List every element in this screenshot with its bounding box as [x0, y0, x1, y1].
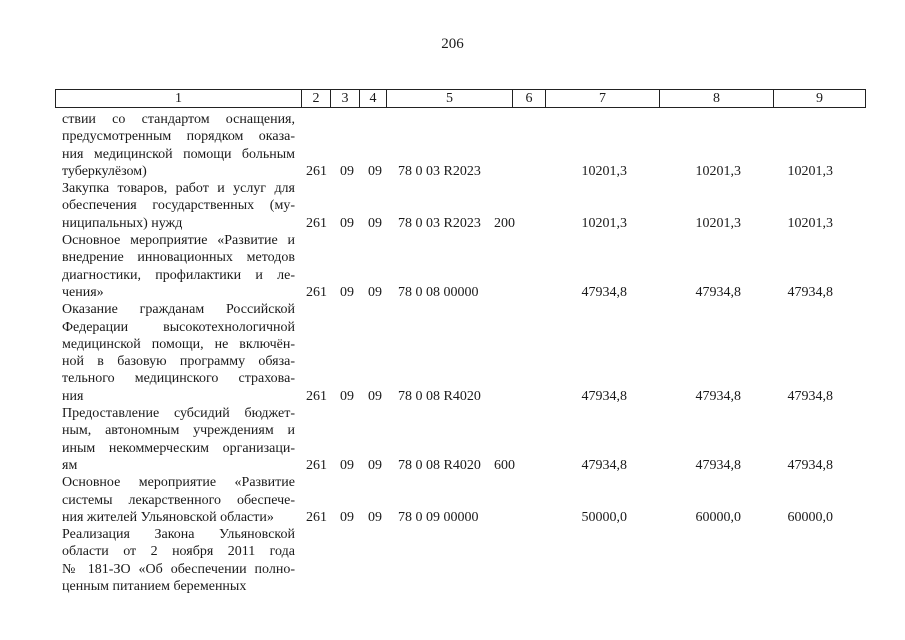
- description-line: обеспечения государственных (му-: [62, 198, 295, 214]
- row-cell-col2: 261: [306, 458, 327, 473]
- row-cell-col4: 09: [368, 163, 382, 179]
- row-cell-col4: 09: [368, 285, 382, 300]
- row-cell-col5: 78 0 03 R2023: [398, 163, 481, 179]
- description-line: ной в базовую программу обяза-: [62, 354, 295, 370]
- row-cell-col5: 78 0 09 00000: [398, 509, 479, 525]
- row-cell-col5: 78 0 08 R4020: [398, 458, 481, 473]
- row-cell-col9: 47934,8: [787, 458, 833, 473]
- description-line: ствии со стандартом оснащения,: [62, 112, 295, 127]
- row-cell-col8: 10201,3: [695, 215, 741, 231]
- description-line: диагностики, профилактики и ле-: [62, 267, 295, 283]
- row-cell-col5: 78 0 08 R4020: [398, 388, 481, 404]
- description-line: ям: [62, 457, 78, 473]
- row-cell-col6: 600: [494, 458, 515, 473]
- description-line: чения»: [62, 284, 104, 300]
- row-cell-col2: 261: [306, 509, 327, 525]
- description-line: ценным питанием беременных: [62, 579, 247, 595]
- row-cell-col2: 261: [306, 215, 327, 231]
- row-cell-col8: 47934,8: [695, 458, 741, 473]
- row-cell-col5: 78 0 08 00000: [398, 285, 479, 300]
- column-header-6: 6: [513, 90, 546, 108]
- description-line: Предоставление субсидий бюджет-: [62, 406, 295, 422]
- description-line: тельного медицинского страхова-: [62, 371, 295, 387]
- description-line: № 181-ЗО «Об обеспечении полно-: [62, 561, 295, 577]
- page-number: 206: [441, 36, 464, 52]
- row-cell-col3: 09: [340, 388, 354, 404]
- description-line: внедрение инновационных методов: [62, 250, 295, 266]
- row-cell-col7: 47934,8: [581, 458, 627, 473]
- description-line: ния: [62, 388, 84, 404]
- description-line: Закупка товаров, работ и услуг для: [62, 181, 295, 197]
- row-description: [62, 405, 295, 474]
- row-cell-col9: 10201,3: [787, 215, 833, 231]
- description-line: Основное мероприятие «Развитие: [62, 475, 295, 491]
- row-cell-col9: 10201,3: [787, 163, 833, 179]
- row-cell-col2: 261: [306, 163, 327, 179]
- row-cell-col4: 09: [368, 215, 382, 231]
- column-header-2: 2: [302, 90, 331, 108]
- row-cell-col9: 60000,0: [787, 509, 833, 525]
- row-cell-col7: 47934,8: [581, 285, 627, 300]
- description-line: туберкулёзом): [62, 163, 147, 179]
- row-cell-col8: 10201,3: [695, 163, 741, 179]
- row-cell-col7: 47934,8: [581, 388, 627, 404]
- row-cell-col3: 09: [340, 285, 354, 300]
- row-cell-col8: 60000,0: [695, 509, 741, 525]
- description-line: Оказание гражданам Российской: [62, 302, 295, 318]
- row-cell-col7: 10201,3: [581, 163, 627, 179]
- row-description: [62, 111, 295, 180]
- column-header-5: 5: [387, 90, 513, 108]
- description-line: иным некоммерческим организаци-: [62, 440, 295, 456]
- column-header-4: 4: [360, 90, 387, 108]
- description-line: ным, автономным учреждениям и: [62, 423, 295, 439]
- row-cell-col4: 09: [368, 458, 382, 473]
- row-description: [62, 180, 295, 232]
- row-cell-col3: 09: [340, 215, 354, 231]
- row-description: [62, 301, 295, 405]
- column-header-3: 3: [331, 90, 360, 108]
- column-header-1: 1: [56, 90, 302, 108]
- column-header-8: 8: [660, 90, 774, 108]
- row-cell-col4: 09: [368, 509, 382, 525]
- row-cell-col2: 261: [306, 285, 327, 300]
- column-header-7: 7: [546, 90, 660, 108]
- description-line: предусмотренным порядком оказа-: [62, 129, 295, 145]
- description-line: ния жителей Ульяновской области»: [62, 509, 274, 525]
- row-cell-col7: 10201,3: [581, 215, 627, 231]
- row-cell-col3: 09: [340, 458, 354, 473]
- row-cell-col8: 47934,8: [695, 285, 741, 300]
- row-description: [62, 474, 295, 526]
- row-description: [62, 232, 295, 301]
- row-cell-col6: 200: [494, 215, 515, 231]
- row-cell-col5: 78 0 03 R2023: [398, 215, 481, 231]
- row-cell-col9: 47934,8: [787, 285, 833, 300]
- row-cell-col3: 09: [340, 163, 354, 179]
- description-line: Реализация Закона Ульяновской: [62, 527, 295, 543]
- description-line: Федерации высокотехнологичной: [62, 319, 295, 335]
- description-line: области от 2 ноября 2011 года: [62, 544, 295, 560]
- column-header-9: 9: [774, 90, 866, 108]
- description-line: системы лекарственного обеспече-: [62, 492, 295, 508]
- row-cell-col9: 47934,8: [787, 388, 833, 404]
- row-description: [62, 526, 295, 595]
- description-line: медицинской помощи, не включён-: [62, 336, 295, 352]
- row-cell-col3: 09: [340, 509, 354, 525]
- description-line: ниципальных) нужд: [62, 215, 183, 231]
- row-cell-col2: 261: [306, 388, 327, 404]
- row-cell-col8: 47934,8: [695, 388, 741, 404]
- row-cell-col4: 09: [368, 388, 382, 404]
- description-line: ния медицинской помощи больным: [62, 146, 295, 162]
- description-line: Основное мероприятие «Развитие и: [62, 233, 295, 249]
- row-cell-col7: 50000,0: [581, 509, 627, 525]
